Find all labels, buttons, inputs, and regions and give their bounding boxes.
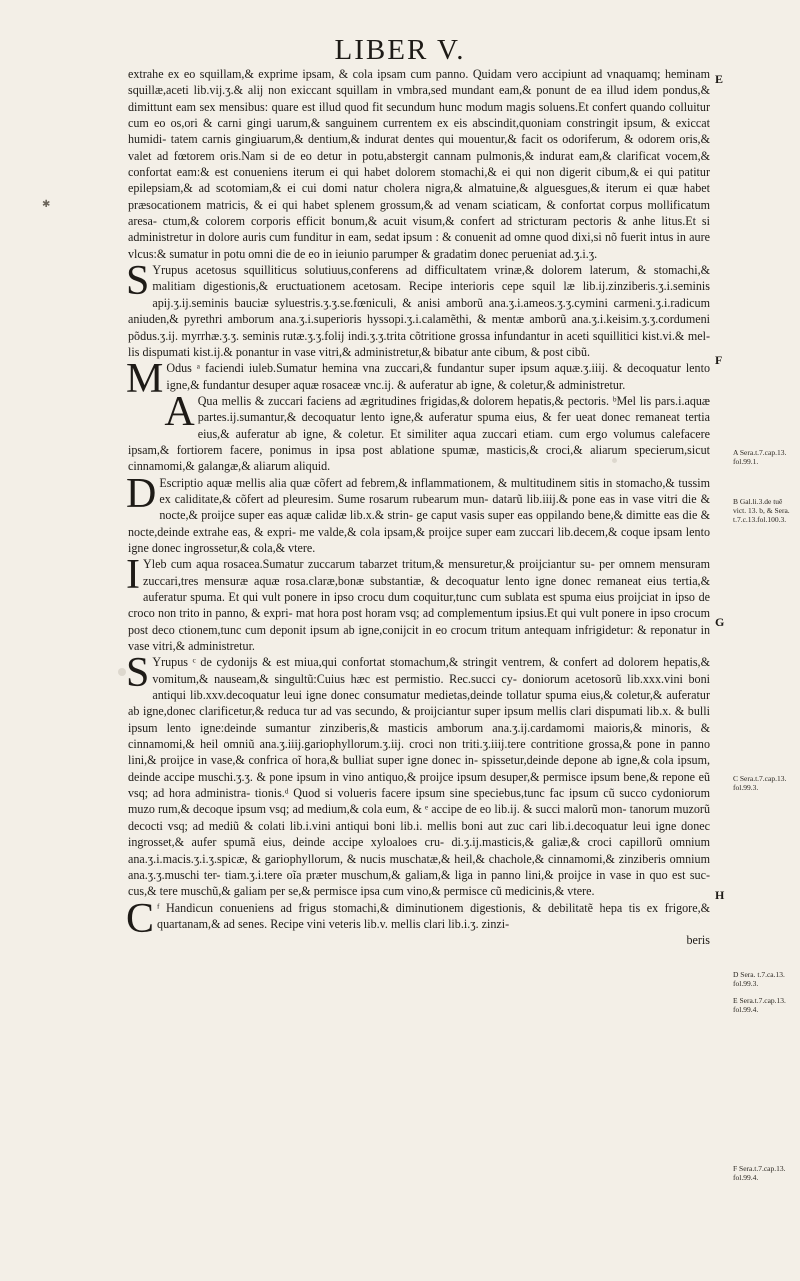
section-letter: H — [715, 888, 725, 902]
drop-cap: M — [126, 356, 164, 403]
paragraph-text: extrahe ex eo squillam,& exprime ipsam, & cola ipsam cum panno. Quidam vero accipiunt ad vnaquamq; heminam squillæ,aceti lib.vij.ʒ.& alij non exiccant squillam in vmbra,sed mundant eam,& ponunt de ea illud idem pondus,& dimittunt eam sex mensibus: quare est illud quod fit secundum hunc modum magis soluens.Et confert quando colluitur cum eo os,ori & carni gingi uarum,& sanguinem currentem ex eis abscindit,quoniam constringit ipsum, & exiccat humidi- tatem carnis gingiuarum,& dentium,& indurat dentes qui mouentur,& facit os odoriferum, & odorem oris,& valet ad fœtorem oris.Nam si de eo detur in potu,abstergit cannam pulmonis,& indurat eam,& clarificat vocem,& confortat eam:& est conueniens iterum ei qui habet dolorem stomachi,& ei qui non digerit cibum,& ei qui patitur epilepsiam,& ad scotomiam,& ei cui domi natur cholera nigra,& almatuine,& alguesgues,& iterum ei quæ habet præsocationem matricis, & ei qui habet splenem grossum,& ad venam sciaticam, & confortat corpus mollificatum aresa- ctum,& colorem corporis efficit bonum,& acuit visum,& confert ad stricturam pectoris & anhe litus.Et si administretur in dolore auris cum funditur in eam, sedat ipsum : & conuenit ad omne quod dixi,si nõ fuerit intus in aure vlcus:& sumatur in potu omni die de eo in ieiunio parumper & gradatim donec perueniat ad.ʒ.i.ʒ. — [128, 67, 710, 261]
margin-note: C Sera.t.7.cap.13. fol.99.3. — [733, 774, 787, 792]
paragraph — [128, 66, 710, 262]
drop-cap: I — [126, 552, 140, 599]
paragraph — [126, 552, 710, 654]
margin-note: D Sera. t.7.ca.13. fol.99.3. — [733, 970, 785, 988]
catchword: beris — [686, 933, 710, 948]
margin-note: F Sera.t.7.cap.13. fol.99.4. — [733, 1164, 786, 1182]
paragraph-text: Escriptio aquæ mellis alia quæ cõfert ad febrem,& inflammationem, & multitudinem sitis in stomacho,& tussim ex caliditate,& cõfert ad pleuresim. Sume rosarum rubearum mun- datarũ lib.iiij.& pone eas in vase vitri die & nocte,& proijce super eas aquæ calidæ lib.x.& strin- ge caput vasis super eas oppilando bene,& dimitte eas die & nocte,deinde extrahe eas, & expri- me valde,& cola ipsam,& proijce super eam zuccari lib.decem,& coque ipsam lento igne donec ingrossetur,& cola,& vtere. — [128, 475, 710, 555]
paragraph — [126, 470, 710, 557]
drop-cap: S — [126, 650, 150, 697]
margin-note: E Sera.t.7.cap.13. fol.99.4. — [733, 996, 786, 1014]
section-letter: G — [715, 615, 725, 629]
paper-stain — [118, 668, 126, 676]
drop-cap: A — [164, 388, 195, 435]
paragraph — [126, 650, 710, 899]
paragraph-text: Odus ᵃ faciendi iuleb.Sumatur hemina vna zuccari,& fundantur super ipsum aquæ.ʒ.iiij. & decoquatur lento igne,& fundantur desuper aquæ rosaceæ vnc.ij. & auferatur ab igne, & coletur,& administretur. — [166, 361, 710, 392]
margin-mark: ✱ — [42, 199, 51, 210]
paragraph-text: Qua mellis & zuccari faciens ad ægritudines frigidas,& dolorem hepatis,& pectoris. ᵇMel lis pars.i.aquæ partes.ij.sumantur,& decoquatur lento igne,& auferatur spuma eius, & fer ueat donec remaneat tertia eius,& auferatur ab igne, & coletur. Et similiter aqua zuccari etiam. cum ergo volumus calefacere ipsam,& fortiorem facere, ponimus in ipsa post ablatione spumæ, masticis,& croci,& aliarum specierum,sicut cinnamomi,& galangæ,& aliarum aliquid. — [128, 393, 710, 474]
paragraph-text: Yrupus ᶜ de cydonijs & est miua,qui confortat stomachum,& stringit ventrem, & confert ad dolorem hepatis,& vomitum,& nauseam,& singultũ:Cuius hæc est permistio. Rec.succi cy- doniorum acetosorũ lib.xxx.vini boni antiqui lib.xxv.decoquatur leui igne donec consumatur medietas,deinde tollatur spuma eius,& coletur,& auferatur ab igne,donec clarificetur,& reduca tur ad vas secundo, & proijciantur super ipsum mellis clari dispumati lib.x. & bulli ipsum lento igne:deinde sumantur zinziberis,& masticis amborum ana.ʒ.ij.cardamomi maioris,& minoris, & cinnamomi,& heil omniũ ana.ʒ.iiij.gariophyllorum.ʒ.iij. croci non triti.ʒ.iiij.tere contritione grossa,& pone in panno lini,& proijce in vase,& confrica oĩ hora,& bulliat super igne donec in- spissetur,deinde depone ab igne,& cola ipsum, deinde accipe muschi.ʒ.ʒ. & pone ipsum in vino antiquo,& proijce ipsum desuper,& permisce ipsum bene,& repone eũ vsq; ad hora administra- tionis.ᵈ Quod si volueris facere ipsum sine speciebus,tunc fac ipsum cũ succo cydoniorum muzo rum,& decoque ipsum vsq; ad medium,& cola eum, & ᵉ accipe de eo lib.ij. & succi malorũ mon- tanorum muzorũ decocti vsq; ad mediũ & colati lib.i.vini antiqui boni lib.i. mellis boni aut zuc cari lib.i.decoquatur leui igne donec ingrosset,& aufer spumã eius, deinde accipe xyloaloes cru- di.ʒ.ij.masticis,& galiæ,& croci capillorũ omnium ana.ʒ.i.macis.ʒ.i.ʒ.spicæ, & gariophyllorum, & nucis muschatæ,& heil,& chachole,& cinnamomi,& zinziberis omnium ana.ʒ.ʒ.muschi ter- tiam.ʒ.i.tere oĩa præter muschum,& galiam,& liga in panno lini,& proijce in vase in quo est suc- cus,& tere muschũ,& galiam per se,& permisce ipsa cum vino,& permisce cũ medicinis,& vtere. — [128, 655, 710, 899]
page-header: LIBER V. — [334, 34, 466, 66]
paragraph-text: Yrupus acetosus squilliticus solutiuus,conferens ad difficultatem vrinæ,& dolorem laterum, & stomachi,& malitiam digestionis,& eructuationem acetosam. Recipe interioris cepe squil læ lib.ij.zinziberis.ʒ.i.seminis apij.ʒ.ij.seminis bauciæ syluestris.ʒ.ʒ.se.fœniculi, & anisi amborũ ana.ʒ.i.ameos.ʒ.ʒ.cymini carmeni.ʒ.i.radicum aniuden,& pyrethri amborum ana.ʒ.i.superioris hyssopi.ʒ.i.calamẽthi, & mentæ amborũ ana.ʒ.i.keisim.ʒ.ʒ.cordumeni põdus.ʒ.ij. myrrhæ.ʒ.ʒ. seminis rutæ.ʒ.ʒ.folij indi.ʒ.ʒ.trita cõtritione grossa infundantur in aceti squillitici kist.vi.& mel- lis dispumati kist.ij.& ponantur in vase vitri,& administretur,& bibatur ante cibum, & post cibũ. — [128, 263, 710, 359]
margin-note: A Sera.t.7.cap.13. fol.99.1. — [733, 448, 787, 466]
text-body — [128, 66, 710, 949]
paragraph-text: Yleb cum aqua rosacea.Sumatur zuccarum tabarzet tritum,& mensuretur,& proijciantur su- per omnem mensuram zuccari,tres mensuræ aquæ rosa.claræ,bonæ substantiæ, & decoquatur lento igne donec remaneat eius tertia,& auferatur spuma. Et qui vult ponere in ipso crocu dum coquitur,tunc cum sublata est spuma eius proijciat in ipso de croco non trito in panno, & expri- mat hora post horam vsq; ad complementum ipsius.Et qui vult ponere in ipso crocum post deco ctionem,tunc cum deponit ipsum ab igne,conijcit in eo crocum tritum antequam infrigidetur: & reponatur in vase vitri,& administretur. — [128, 557, 710, 654]
drop-cap: C — [126, 895, 155, 942]
paragraph — [126, 258, 710, 360]
margin-note: B Gal.li.3.de tuẽ vict. 13. b, & Sera. t.7.c.13.fol.100.3. — [733, 497, 790, 524]
drop-cap: D — [126, 470, 157, 517]
paragraph — [126, 356, 710, 403]
section-letter: E — [715, 72, 724, 86]
paragraph-text: ᶠ Handicun conueniens ad frigus stomachi,& diminutionem digestionis, & debilitatẽ hepa tis ex frigore,& quartanam,& ad senes. Recipe vini veteris lib.v. mellis clari lib.i.ʒ. zinzi- — [157, 900, 710, 931]
drop-cap: S — [126, 258, 150, 305]
section-letter: F — [715, 353, 723, 367]
paragraph — [128, 388, 710, 475]
